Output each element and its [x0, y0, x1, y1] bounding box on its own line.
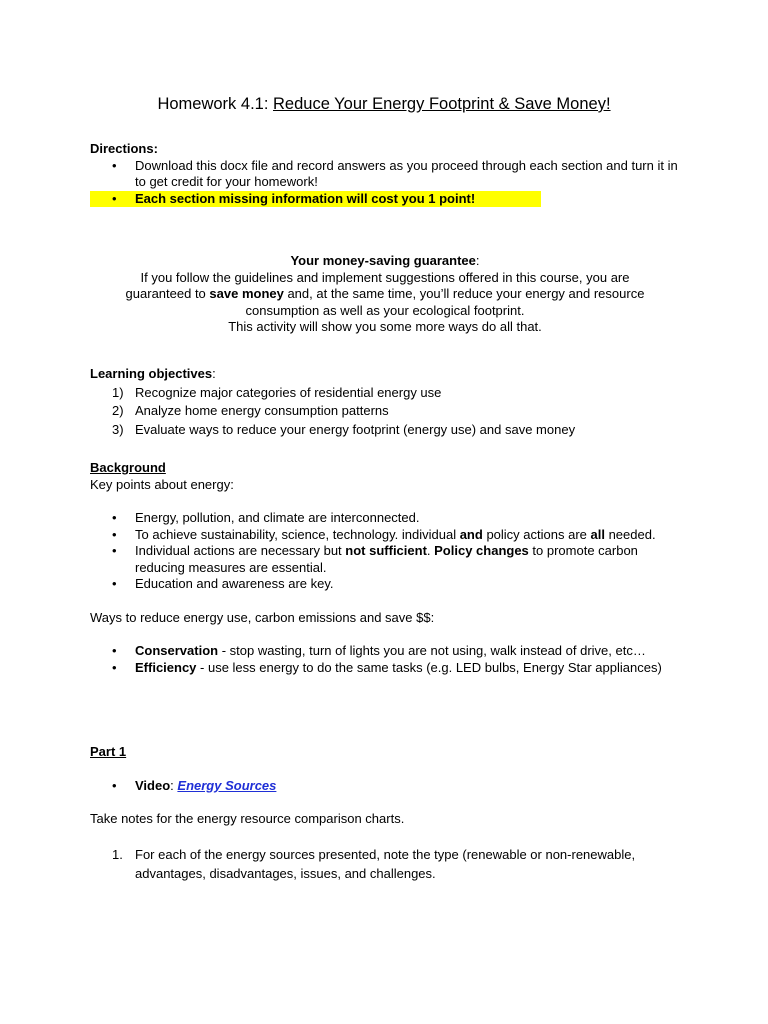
guarantee-section: Your money-saving guarantee: If you follow the guidelines and implement suggestions offered in this course, you are guaranteed to save money and, at the same time, you’ll reduce your energy and resource consumption as well as your ecological footprint. This activity will show you some more ways do all that.	[90, 253, 680, 336]
objectives-heading: Learning objectives	[90, 366, 213, 381]
list-item: • Efficiency - use less energy to do the same tasks (e.g. LED bulbs, Energy Star appliances)	[112, 659, 662, 675]
bullet-icon: •	[112, 659, 117, 675]
title-main: Reduce Your Energy Footprint & Save Money!	[273, 95, 611, 113]
bullet-icon: •	[112, 543, 117, 558]
list-item: • Download this docx file and record answers as you proceed through each section and turn it in to get credit for your homework!	[112, 157, 678, 189]
notes-instruction: Take notes for the energy resource comparison charts.	[90, 811, 405, 826]
part1-heading: Part 1	[90, 744, 127, 759]
bullet-icon: •	[112, 643, 117, 658]
background-section	[90, 460, 680, 676]
guarantee-line: consumption as well as your ecological footprint.	[245, 302, 525, 318]
bullet-icon: •	[112, 157, 117, 173]
list-item: • Conservation - stop wasting, turn of lights you are not using, walk instead of drive, etc…	[112, 643, 646, 658]
list-item: • Energy, pollution, and climate are interconnected.	[112, 510, 420, 525]
background-intro: Key points about energy:	[90, 476, 234, 492]
list-item: • Individual actions are necessary but not sufficient. Policy changes to promote carbon reducing measures are essential.	[112, 543, 638, 575]
list-item: • Each section missing information will cost you 1 point!	[90, 191, 541, 208]
bullet-icon: •	[112, 190, 117, 206]
energy-sources-link[interactable]: Energy Sources	[177, 777, 277, 793]
directions-heading: Directions:	[90, 141, 158, 156]
directions-section	[90, 141, 680, 207]
background-heading: Background	[90, 460, 166, 475]
list-item: 2) Analyze home energy consumption patterns	[112, 403, 389, 418]
bullet-icon: •	[112, 777, 117, 793]
ways-intro: Ways to reduce energy use, carbon emissions and save $$:	[90, 609, 435, 625]
part1-section	[90, 744, 680, 883]
list-item: • Education and awareness are key.	[112, 576, 334, 591]
list-item: 1. For each of the energy sources presented, note the type (renewable or non-renewable, advantages, disadvantages, issues, and challenges.	[112, 846, 636, 881]
objectives-section: Learning objectives: 1) Recognize major categories of residential energy use 2) Analyze home energy consumption patterns 3) Evaluate ways to reduce your energy footprint (energy use) and save money	[90, 366, 680, 438]
list-item: 1) Recognize major categories of residential energy use	[112, 384, 442, 400]
bullet-icon: •	[112, 510, 117, 525]
bullet-icon: •	[112, 576, 117, 591]
title-prefix: Homework 4.1:	[157, 95, 273, 113]
guarantee-line: This activity will show you some more ways do all that.	[228, 319, 542, 334]
page-title	[0, 94, 768, 114]
list-item: • To achieve sustainability, science, technology. individual and policy actions are all needed.	[112, 526, 656, 542]
bullet-icon: •	[112, 526, 117, 542]
guarantee-line: If you follow the guidelines and implement suggestions offered in this course, you are	[140, 269, 630, 285]
list-item: • Video: Energy Sources	[112, 777, 277, 793]
guarantee-line: guaranteed to save money and, at the same time, you’ll reduce your energy and resource	[125, 286, 645, 301]
guarantee-heading: Your money-saving guarantee	[290, 253, 476, 268]
list-item: 3) Evaluate ways to reduce your energy footprint (energy use) and save money	[112, 421, 576, 437]
